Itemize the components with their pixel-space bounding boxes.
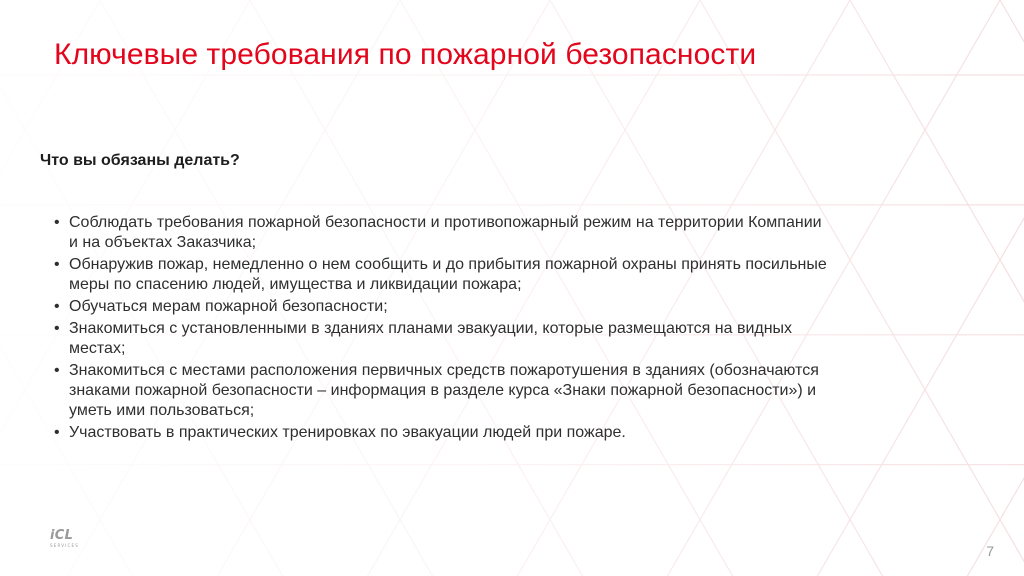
list-item-line: Знакомиться с местами расположения первичных средств пожаротушения в зданиях (обозначаются — [69, 362, 819, 379]
list-item-line: Обучаться мерам пожарной безопасности; — [69, 298, 388, 315]
list-item-line: знаками пожарной безопасности – информация в разделе курса «Знаки пожарной безопасности») и — [69, 382, 817, 399]
list-item — [50, 255, 1000, 295]
logo-main-text: iCL — [50, 528, 74, 543]
list-item-line: Обнаружив пожар, немедленно о нем сообщить и до прибытия пожарной охраны принять посильные — [69, 256, 827, 273]
bullet-dot-icon: • — [54, 424, 60, 441]
list-item-line: уметь ими пользоваться; — [69, 402, 255, 419]
list-item-line: местах; — [69, 340, 126, 357]
requirements-list — [50, 213, 1000, 445]
list-item — [50, 423, 1000, 443]
list-item-line: меры по спасению людей, имущества и ликвидации пожара; — [69, 276, 522, 293]
list-item — [50, 213, 1000, 253]
list-item — [50, 361, 1000, 421]
slide-title: Ключевые требования по пожарной безопасности — [54, 38, 757, 71]
bullet-dot-icon: • — [54, 298, 60, 315]
section-subtitle: Что вы обязаны делать? — [40, 152, 240, 169]
bullet-dot-icon: • — [54, 214, 60, 231]
bullet-dot-icon: • — [54, 362, 60, 379]
list-item-line: Знакомиться с установленными в зданиях планами эвакуации, которые размещаются на видных — [69, 320, 793, 337]
logo-sub-text: SERVICES — [50, 543, 80, 548]
bullet-dot-icon: • — [54, 320, 60, 337]
list-item-line: и на объектах Заказчика; — [69, 234, 257, 251]
list-item — [50, 297, 1000, 317]
company-logo — [50, 529, 90, 548]
list-item — [50, 319, 1000, 359]
page-number: 7 — [986, 543, 994, 559]
list-item-line: Соблюдать требования пожарной безопасности и противопожарный режим на территории Компании — [69, 214, 822, 231]
list-item-line: Участвовать в практических тренировках по эвакуации людей при пожаре. — [69, 424, 626, 441]
bullet-dot-icon: • — [54, 256, 60, 273]
